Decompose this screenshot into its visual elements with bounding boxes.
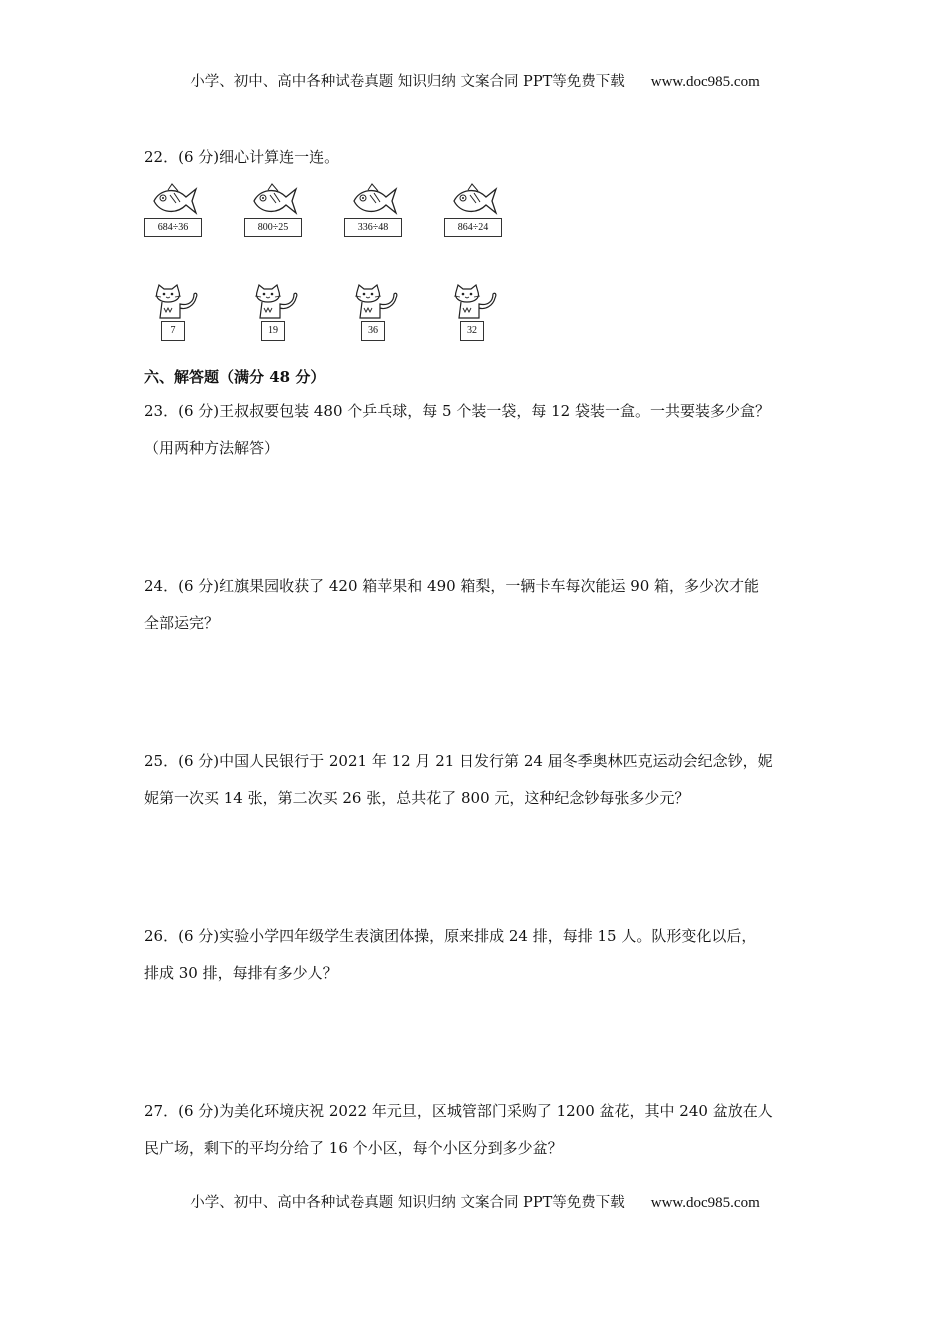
cat-answer: 7 xyxy=(161,321,185,341)
page-header xyxy=(0,70,950,91)
fish-card xyxy=(244,183,302,241)
fish-card xyxy=(344,183,402,241)
section-6-title: 六、解答题（满分 48 分） xyxy=(144,368,326,386)
cat-answer: 19 xyxy=(261,321,285,341)
q25-line2: 妮第一次买 14 张，第二次买 26 张，总共花了 800 元，这种纪念钞每张多少元？ xyxy=(144,789,690,807)
fish-expression: 800÷25 xyxy=(244,218,302,237)
fish-expression: 684÷36 xyxy=(144,218,202,237)
q24-line2: 全部运完？ xyxy=(144,614,220,632)
footer-site: www.doc985.com xyxy=(650,1195,760,1211)
q26-line2: 排成 30 排，每排有多少人？ xyxy=(144,964,338,982)
cat-card xyxy=(358,284,408,344)
fish-icon xyxy=(350,183,400,219)
cat-icon xyxy=(154,284,200,320)
fish-expression: 864÷24 xyxy=(444,218,502,237)
q27-line1: 27．(6 分)为美化环境庆祝 2022 年元旦，区城管部门采购了 1200 盆花，其中 240 盆放在人 xyxy=(144,1102,773,1120)
fish-icon xyxy=(150,183,200,219)
cat-answer: 32 xyxy=(460,321,484,341)
q26-line1: 26．(6 分)实验小学四年级学生表演团体操，原来排成 24 排，每排 15 人。队形变化以后， xyxy=(144,927,757,945)
cat-answer: 36 xyxy=(361,321,385,341)
q24-line1: 24．(6 分)红旗果园收获了 420 箱苹果和 490 箱梨，一辆卡车每次能运 90 箱，多少次才能 xyxy=(144,577,760,595)
cat-icon xyxy=(453,284,499,320)
cat-card xyxy=(158,284,208,344)
cat-card xyxy=(258,284,308,344)
q23-line1: 23．(6 分)王叔叔要包装 480 个乒乓球，每 5 个装一袋，每 12 袋装一盒。一共要装多少盒？ xyxy=(144,402,770,420)
q27-line2: 民广场，剩下的平均分给了 16 个小区，每个小区分到多少盆？ xyxy=(144,1139,563,1157)
page-footer xyxy=(0,1191,950,1212)
cat-icon xyxy=(354,284,400,320)
fish-card xyxy=(444,183,502,241)
header-text: 小学、初中、高中各种试卷真题 知识归纳 文案合同 PPT等免费下载 xyxy=(190,74,625,90)
cat-icon xyxy=(254,284,300,320)
fish-card xyxy=(144,183,202,241)
q23-line2: （用两种方法解答） xyxy=(144,439,280,457)
fish-expression: 336÷48 xyxy=(344,218,402,237)
fish-icon xyxy=(250,183,300,219)
fish-icon xyxy=(450,183,500,219)
footer-text: 小学、初中、高中各种试卷真题 知识归纳 文案合同 PPT等免费下载 xyxy=(190,1195,625,1211)
header-site: www.doc985.com xyxy=(650,74,760,90)
q22-title: 22．(6 分)细心计算连一连。 xyxy=(144,148,340,166)
cat-card xyxy=(457,284,507,344)
q25-line1: 25．(6 分)中国人民银行于 2021 年 12 月 21 日发行第 24 届冬季奥林匹克运动会纪念钞，妮 xyxy=(144,752,773,770)
